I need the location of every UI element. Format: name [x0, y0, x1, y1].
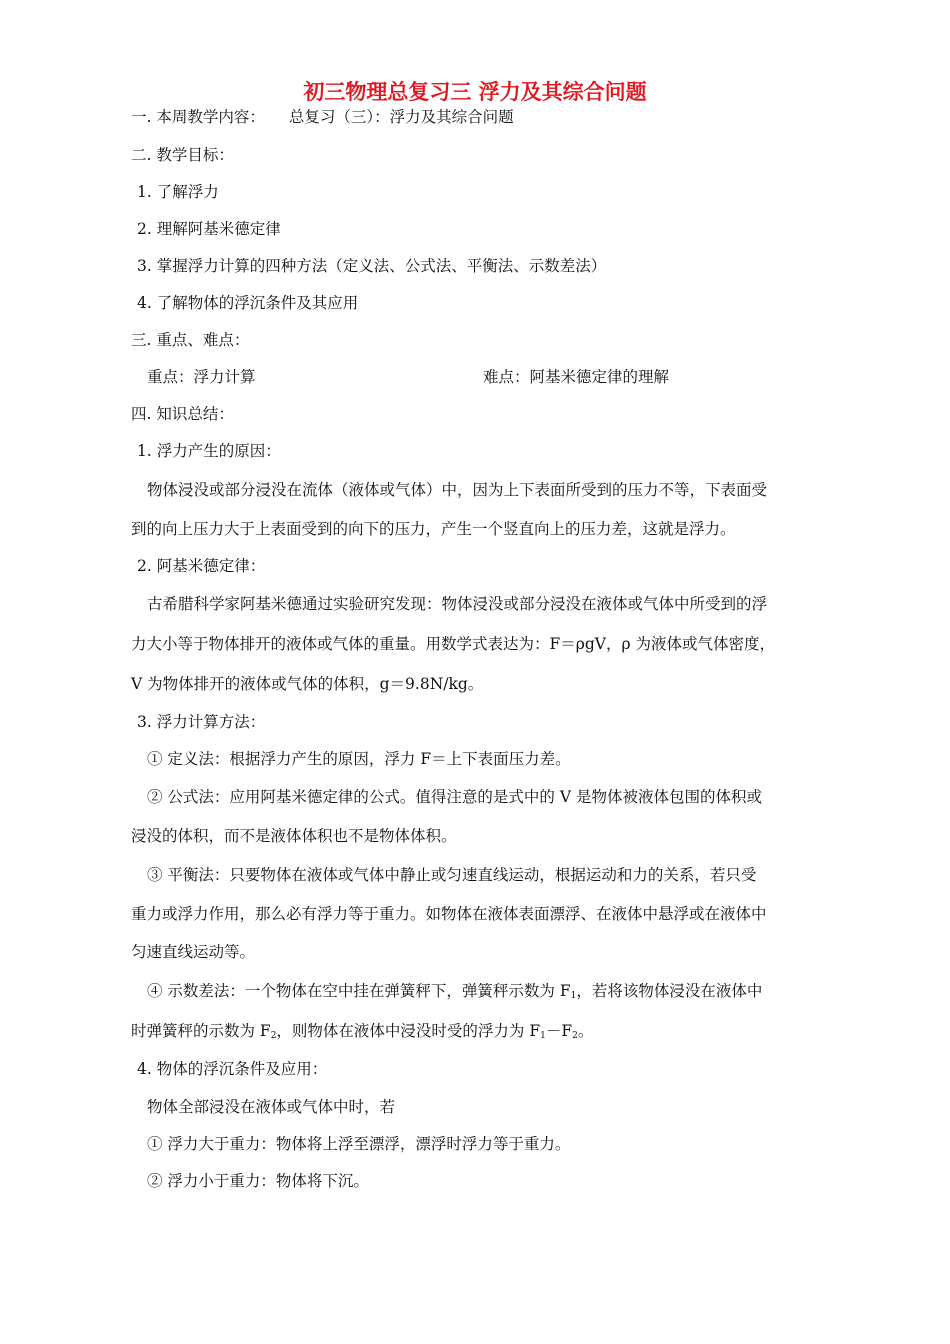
subscript: 1	[570, 991, 577, 1001]
method-2-line-2: 浸没的体积，而不是液体体积也不是物体体积。	[131, 827, 457, 845]
method-4-text-a: ④ 示数差法：一个物体在空中挂在弹簧秤下，弹簧秤示数为 F	[147, 982, 571, 1000]
p3-heading: 3. 浮力计算方法：	[137, 713, 266, 731]
goal-item-3: 3. 掌握浮力计算的四种方法（定义法、公式法、平衡法、示数差法）	[137, 257, 607, 275]
goal-item-4: 4. 了解物体的浮沉条件及其应用	[137, 294, 359, 312]
p4-heading: 4. 物体的浮沉条件及应用：	[137, 1060, 328, 1078]
section3-heading: 三. 重点、难点：	[131, 331, 250, 349]
method-1: ① 定义法：根据浮力产生的原因，浮力 F＝上下表面压力差。	[147, 750, 571, 768]
subscript: 2	[572, 1031, 578, 1041]
condition-1: ① 浮力大于重力：物体将上浮至漂浮，漂浮时浮力等于重力。	[147, 1135, 571, 1153]
method-4-text-f: 。	[577, 1022, 594, 1040]
key-point: 重点：浮力计算	[147, 368, 256, 386]
subscript: 1	[540, 1031, 546, 1041]
section2-heading: 二. 教学目标：	[131, 146, 234, 164]
section1-content: 总复习（三）：浮力及其综合问题	[288, 108, 514, 126]
method-3-line-2: 重力或浮力作用，那么必有浮力等于重力。如物体在液体表面漂浮、在液体中悬浮或在液体中	[131, 905, 767, 923]
p1-line-1: 物体浸没或部分浸没在流体（液体或气体）中，因为上下表面所受到的压力不等，下表面受	[147, 481, 768, 499]
method-2-line-1: ② 公式法：应用阿基米德定律的公式。值得注意的是式中的 V 是物体被液体包围的体积或	[147, 788, 762, 806]
section4-heading: 四. 知识总结：	[131, 405, 234, 423]
method-3-line-3: 匀速直线运动等。	[131, 943, 256, 961]
method-4-text-c: 时弹簧秤的示数为 F	[131, 1022, 271, 1040]
p2-heading: 2. 阿基米德定律：	[137, 557, 266, 575]
p2-line-3: V 为物体排开的液体或气体的体积，g＝9.8N/kg。	[131, 675, 484, 693]
difficult-point: 难点：阿基米德定律的理解	[483, 368, 670, 386]
subscript: 2	[270, 1031, 277, 1041]
p2-line-1: 古希腊科学家阿基米德通过实验研究发现：物体浸没或部分浸没在液体或气体中所受到的浮	[147, 595, 768, 613]
method-3-line-1: ③ 平衡法：只要物体在液体或气体中静止或匀速直线运动，根据运动和力的关系，若只受	[147, 866, 757, 884]
section1-line	[131, 106, 514, 128]
section1-label: 一. 本周教学内容：	[131, 108, 265, 126]
method-4-text-e: －F	[545, 1022, 573, 1040]
goal-item-1: 1. 了解浮力	[137, 183, 219, 201]
document-title: 初三物理总复习三 浮力及其综合问题	[303, 80, 647, 104]
method-4-line-1	[147, 980, 762, 1007]
p2-line-2: 力大小等于物体排开的液体或气体的重量。用数学式表达为：F＝ρgV，ρ 为液体或气体密度，	[131, 635, 776, 653]
method-4-line-2	[131, 1020, 593, 1047]
p1-line-2: 到的向上压力大于上表面受到的向下的压力，产生一个竖直向上的压力差，这就是浮力。	[131, 520, 736, 538]
method-4-text-d: ，则物体在液体中浸没时受的浮力为 F	[276, 1022, 541, 1040]
p4-intro: 物体全部浸没在液体或气体中时，若	[147, 1098, 396, 1116]
method-4-text-b: ，若将该物体浸没在液体中	[576, 982, 763, 1000]
p1-heading: 1. 浮力产生的原因：	[137, 442, 281, 460]
condition-2: ② 浮力小于重力：物体将下沉。	[147, 1172, 369, 1190]
goal-item-2: 2. 理解阿基米德定律	[137, 220, 281, 238]
